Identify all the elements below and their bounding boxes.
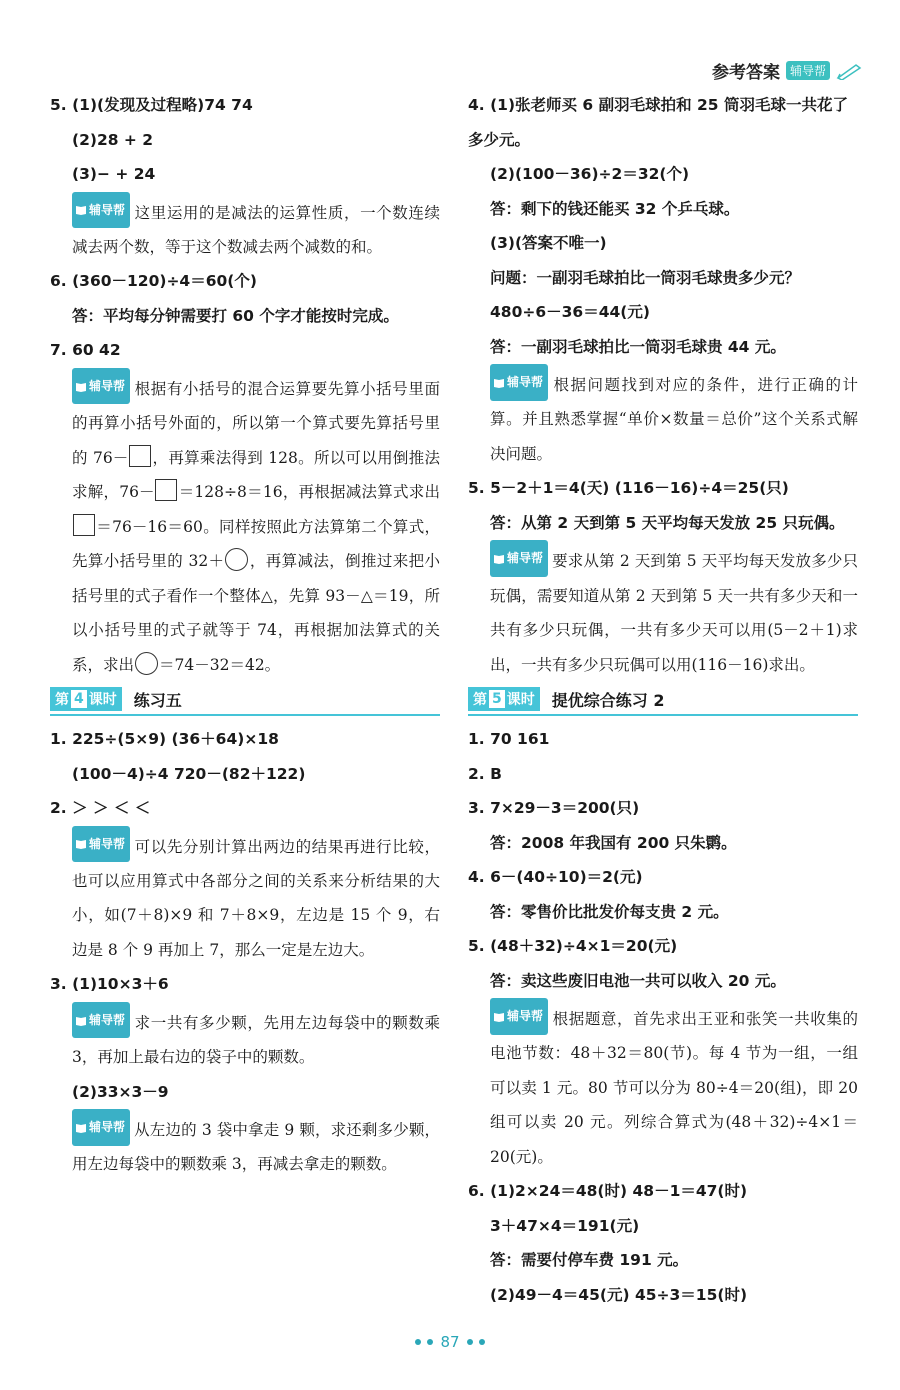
lesson-prefix: 第 <box>473 692 487 708</box>
answer-line: 问题：一副羽毛球拍比一筒羽毛球贵多少元？ <box>490 268 801 287</box>
answer-line: 答：平均每分钟需要打 60 个字才能按时完成。 <box>72 306 399 325</box>
answer-line: 答：剩下的钱还能买 32 个乒乓球。 <box>490 199 740 218</box>
lesson-badge <box>50 687 122 711</box>
book-icon <box>75 1122 87 1133</box>
lesson-header <box>50 684 440 716</box>
lesson-title: 提优综合练习 2 <box>551 690 665 710</box>
tip-tag-label: 辅导帮 <box>89 836 126 851</box>
answer-line: 6. (1)2×24＝48(时) 48－1＝47(时) <box>468 1182 748 1201</box>
answer-line: 答：需要付停车费 191 元。 <box>490 1251 689 1270</box>
tip-paragraph <box>490 364 858 471</box>
pen-icon <box>836 62 862 80</box>
header-title: 参考答案 <box>711 63 780 83</box>
tip-text: 这里运用的是减法的运算性质，一个数连续减去两个数，等于这个数减去两个减数的和。 <box>72 203 440 256</box>
answer-line: 6. (360－120)÷4＝60(个) <box>50 272 257 291</box>
answer-line: (3)− + 24 <box>72 165 156 183</box>
blank-square <box>129 445 151 467</box>
answer-line: 2. B <box>468 764 502 783</box>
answer-line: 3＋47×4＝191(元) <box>490 1216 640 1235</box>
dot-icon <box>479 1339 485 1345</box>
tip-text: ，再算减法，倒推过来把小括号里的式子看作一个整体△，先算 93－△＝19，所以小括号里的式子就等于 74，再根据加法算式的关系，求出 <box>72 552 440 674</box>
dot-icon <box>415 1339 421 1345</box>
tip-tag <box>72 826 130 863</box>
answer-line: (2)33×3－9 <box>72 1082 169 1101</box>
tip-paragraph <box>72 368 440 682</box>
lesson-number: 5 <box>489 690 505 708</box>
lesson-title: 练习五 <box>133 690 182 710</box>
answer-line: 答：零售价比批发价每支贵 2 元。 <box>490 902 729 921</box>
answer-line: (2)28 + 2 <box>72 130 154 149</box>
tip-text: 根据有小括号的混合运算要先算小括号里面的再算小括号外面的，所以第一个算式要先算括号里的 76－ <box>72 379 440 467</box>
tip-text: ，再算乘法得到 128。所以可以用倒推法求解，76－ <box>72 448 440 501</box>
tip-text: ＝76－16＝60。同样按照此方法算第二个算式，先算小括号里的 32＋ <box>72 517 440 570</box>
answer-line: (3)(答案不唯一) <box>490 234 607 252</box>
answer-line: 答：2008 年我国有 200 只朱鹮。 <box>490 833 737 852</box>
answer-line: 3. (1)10×3＋6 <box>50 975 169 994</box>
answer-line: 4. 6－(40÷10)＝2(元) <box>468 868 643 886</box>
answer-line: 答：卖这些废旧电池一共可以收入 20 元。 <box>490 971 786 990</box>
tip-tag-label: 辅导帮 <box>507 1009 544 1023</box>
tip-tag <box>72 192 130 229</box>
page-header <box>712 58 862 83</box>
tip-tag <box>490 364 548 401</box>
answer-line: 1. 225÷(5×9) (36＋64)×18 <box>50 730 279 748</box>
answer-line: 5. (1)(发现及过程略)74 74 <box>50 96 253 114</box>
tip-tag <box>72 368 130 405</box>
answer-line: (100－4)÷4 720－(82＋122) <box>72 764 306 783</box>
answer-line: 答：从第 2 天到第 5 天平均每天发放 25 只玩偶。 <box>490 513 845 532</box>
answer-line: 1. 70 161 <box>468 730 550 748</box>
tip-tag <box>490 540 548 577</box>
answer-line: 480÷6－36＝44(元) <box>490 303 650 321</box>
tip-tag-label: 辅导帮 <box>507 551 544 566</box>
tip-tag-label: 辅导帮 <box>89 202 126 217</box>
blank-circle <box>225 548 248 571</box>
book-icon <box>75 1015 87 1026</box>
tip-tag-label: 辅导帮 <box>507 375 544 389</box>
answer-line: 2. ＞ ＞ ＜ ＜ <box>50 799 151 817</box>
page-number-text: 87 <box>440 1333 460 1351</box>
answer-line: (2)49－4＝45(元) 45÷3＝15(时) <box>490 1285 748 1304</box>
blank-square <box>73 514 95 536</box>
right-column <box>468 88 858 1312</box>
book-icon <box>493 1011 505 1022</box>
tip-tag <box>72 1109 130 1146</box>
blank-square <box>155 479 177 501</box>
tip-text: 可以先分别计算出两边的结果再进行比较，也可以应用算式中各部分之间的关系来分析结果的大小，如(7＋8)×9 和 7＋8×9，左边是 15 个 9，右边是 8 个 9 再加上 7，那么一定是左边大。 <box>72 837 440 959</box>
blank-circle <box>135 652 158 675</box>
left-column <box>50 88 440 1182</box>
tip-text: 求一共有多少颗，先用左边每袋中的颗数乘 3，再加上最右边的袋子中的颗数。 <box>72 1013 440 1066</box>
header-badge: 辅导帮 <box>786 61 830 80</box>
tip-tag-label: 辅导帮 <box>89 1012 126 1027</box>
tip-text: ＝74－32＝42。 <box>159 655 281 674</box>
tip-text: 根据题意，首先求出王亚和张笑一共收集的电池节数：48＋32＝80(节)。每 4 节为一组，一组可以卖 1 元。80 节可以分为 80÷4＝20(组)，即 20 组可以卖 20 元。列综合算式为(48＋32)÷4×1＝20(元)。 <box>490 1009 858 1166</box>
dot-icon <box>427 1339 433 1345</box>
tip-text: ＝128÷8＝16，再根据减法算式求出 <box>178 483 440 501</box>
tip-text: 从左边的 3 袋中拿走 9 颗，求还剩多少颗，用左边每袋中的颗数乘 3，再减去拿走的颗数。 <box>72 1120 440 1174</box>
tip-paragraph <box>490 998 858 1174</box>
lesson-number: 4 <box>71 690 87 708</box>
tip-paragraph <box>72 826 440 968</box>
answer-line: (2)(100－36)÷2＝32(个) <box>490 165 690 183</box>
lesson-suffix: 课时 <box>506 692 535 708</box>
book-icon <box>493 377 505 388</box>
tip-tag <box>490 998 548 1035</box>
tip-text: 根据问题找到对应的条件，进行正确的计算。并且熟悉掌握“单价×数量＝总价”这个关系式解决问题。 <box>490 375 858 463</box>
tip-tag-label: 辅导帮 <box>89 1120 126 1134</box>
tip-tag <box>72 1002 130 1039</box>
answer-line: 5. (48＋32)÷4×1＝20(元) <box>468 937 678 955</box>
book-icon <box>75 204 87 215</box>
page-number <box>0 1333 900 1351</box>
answer-line: 7. 60 42 <box>50 341 121 360</box>
book-icon <box>75 381 87 392</box>
lesson-suffix: 课时 <box>88 692 117 708</box>
lesson-badge <box>468 687 540 711</box>
book-icon <box>75 838 87 849</box>
tip-text: 要求从第 2 天到第 5 天平均每天发放多少只玩偶，需要知道从第 2 天到第 5 天一共有多少天和一共有多少只玩偶，一共有多少天可以用(5－2＋1)求出，一共有多少只玩偶可以用(116－16)求出。 <box>490 552 858 674</box>
lesson-header <box>468 684 858 716</box>
book-icon <box>493 553 505 564</box>
tip-paragraph <box>72 192 440 265</box>
lesson-prefix: 第 <box>55 692 69 708</box>
answer-line: 5. 5－2＋1＝4(天) (116－16)÷4＝25(只) <box>468 479 789 498</box>
dot-icon <box>467 1339 473 1345</box>
answer-line: 3. 7×29－3＝200(只) <box>468 799 640 817</box>
tip-paragraph <box>490 540 858 682</box>
tip-tag-label: 辅导帮 <box>89 378 126 393</box>
tip-paragraph <box>72 1002 440 1075</box>
tip-paragraph <box>72 1109 440 1182</box>
answer-line: 4. (1)张老师买 6 副羽毛球拍和 25 筒羽毛球一共花了多少元。 <box>468 96 848 149</box>
answer-line: 答：一副羽毛球拍比一筒羽毛球贵 44 元。 <box>490 337 786 356</box>
